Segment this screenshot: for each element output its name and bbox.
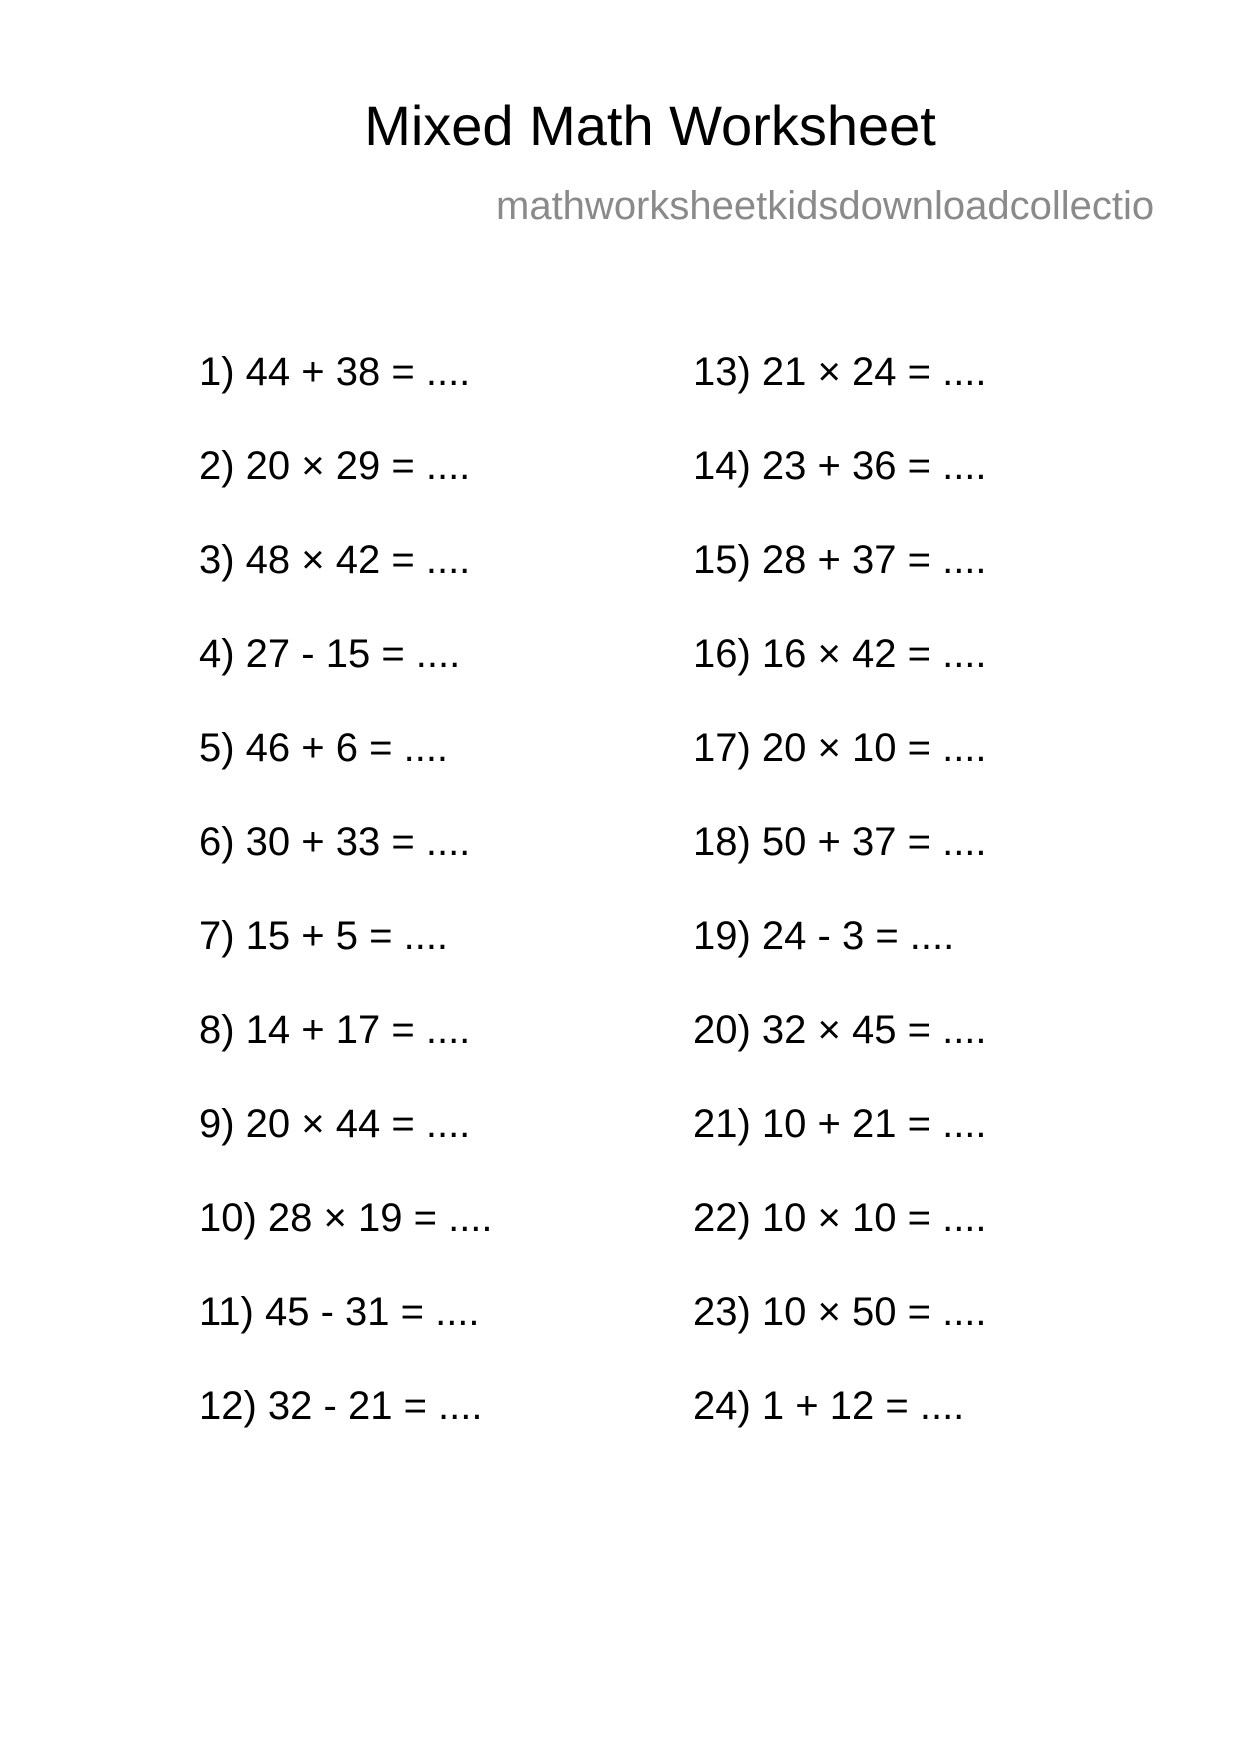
problem-9: 9) 20 × 44 = ....: [199, 1102, 471, 1146]
problem-5: 5) 46 + 6 = ....: [199, 726, 449, 770]
problem-18: 18) 50 + 37 = ....: [693, 820, 987, 864]
problem-13: 13) 21 × 24 = ....: [693, 350, 987, 394]
problem-21: 21) 10 + 21 = ....: [693, 1102, 987, 1146]
problem-17: 17) 20 × 10 = ....: [693, 726, 987, 770]
problem-8: 8) 14 + 17 = ....: [199, 1008, 471, 1052]
problem-12: 12) 32 - 21 = ....: [199, 1384, 483, 1428]
problem-22: 22) 10 × 10 = ....: [693, 1196, 987, 1240]
problem-19: 19) 24 - 3 = ....: [693, 914, 955, 958]
problem-23: 23) 10 × 50 = ....: [693, 1290, 987, 1334]
problem-10: 10) 28 × 19 = ....: [199, 1196, 493, 1240]
problem-list-left: [199, 352, 493, 1480]
problem-list-right: [693, 352, 987, 1480]
problem-7: 7) 15 + 5 = ....: [199, 914, 449, 958]
problem-1: 1) 44 + 38 = ....: [199, 350, 471, 394]
problem-3: 3) 48 × 42 = ....: [199, 538, 471, 582]
problem-2: 2) 20 × 29 = ....: [199, 444, 471, 488]
problem-16: 16) 16 × 42 = ....: [693, 632, 987, 676]
problem-11: 11) 45 - 31 = ....: [199, 1290, 480, 1334]
problem-20: 20) 32 × 45 = ....: [693, 1008, 987, 1052]
problem-4: 4) 27 - 15 = ....: [199, 632, 461, 676]
source-watermark-text: mathworksheetkidsdownloadcollectio: [496, 184, 1155, 228]
problem-15: 15) 28 + 37 = ....: [693, 538, 987, 582]
problem-14: 14) 23 + 36 = ....: [693, 444, 987, 488]
page-title: Mixed Math Worksheet: [364, 94, 936, 157]
problem-24: 24) 1 + 12 = ....: [693, 1384, 965, 1428]
problem-6: 6) 30 + 33 = ....: [199, 820, 471, 864]
